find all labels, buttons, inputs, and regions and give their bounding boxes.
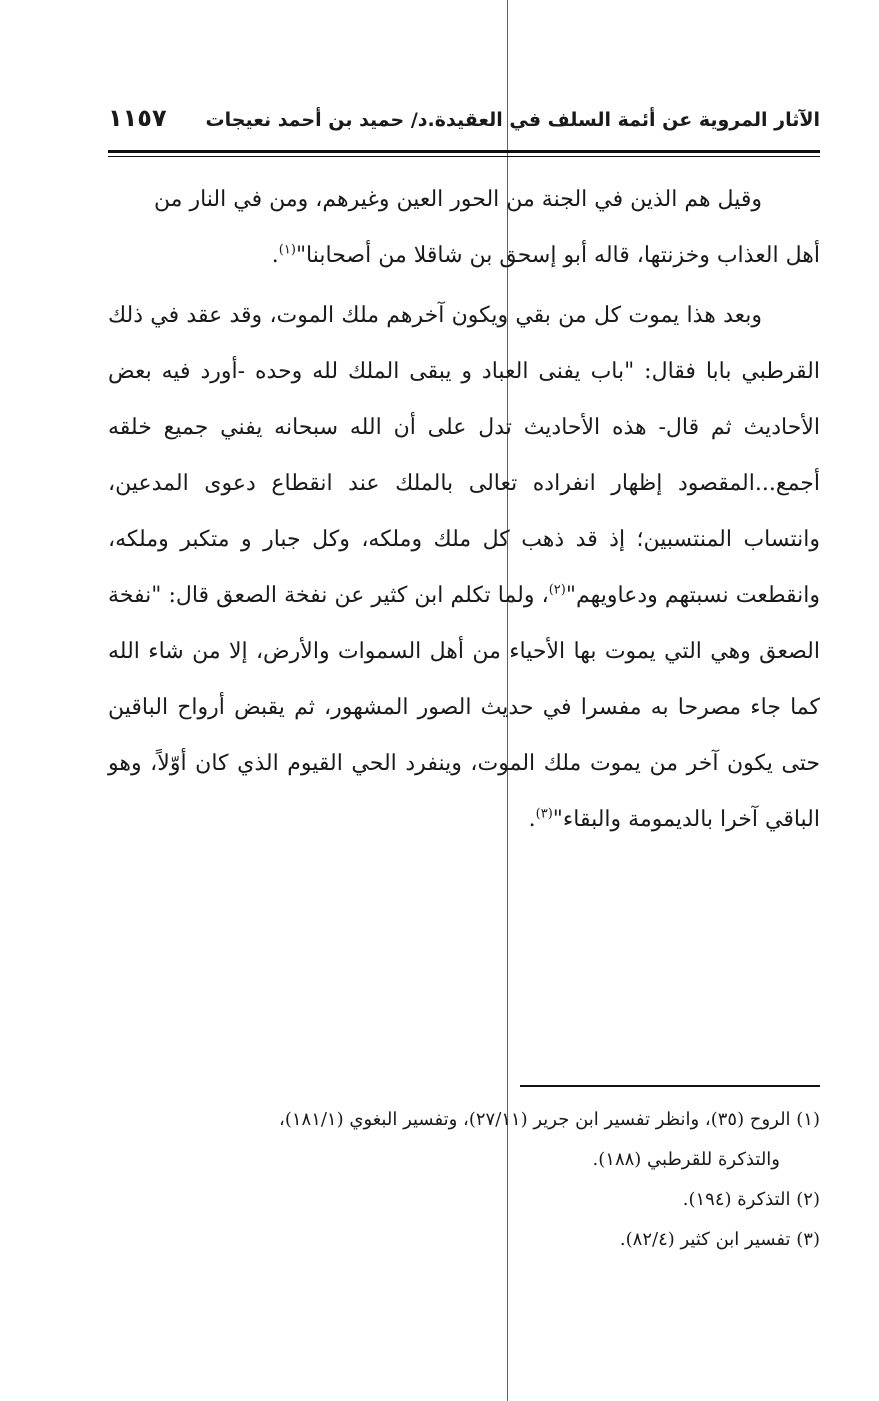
header-rule-thin	[108, 156, 820, 157]
paragraph-1	[108, 172, 820, 284]
footnote-1	[108, 1100, 820, 1180]
footnote-2: (٢) التذكرة (١٩٤).	[682, 1189, 820, 1210]
footnote-1-line-2: والتذكرة للقرطبي (١٨٨).	[592, 1149, 780, 1170]
footnote-1-line-1: (١) الروح (٣٥)، وانظر تفسير ابن جرير (٢٧/١١)، وتفسير البغوي (١٨١/١)،	[279, 1109, 820, 1130]
paragraph-2-text-1: وبعد هذا يموت كل من بقي ويكون آخرهم ملك الموت، وقد عقد في ذلك القرطبي بابا فقال: "باب يفنى العباد و يبقى الملك لله وحده -أورد فيه بعض الأحاديث ثم قال- هذه الأحاديث تدل على أن الله سبحانه يفني جميع خلقه أجمع...المقصود إظهار انفراده تعالى بالملك عند انقطاع دعوى المدعين، وانتساب المنتسبين؛ إذ قد ذهب كل ملك وملكه، وكل جبار و متكبر وملكه، وانقطعت نسبتهم ودعاويهم"	[108, 303, 820, 608]
paragraph-1-line-1: وقيل هم الذين في الجنة من الحور العين وغيرهم، ومن في النار من	[153, 187, 762, 212]
running-header	[108, 104, 820, 132]
paragraph-1-line-2: أهل العذاب وخزنتها، قاله أبو إسحق بن شاقلا من أصحابنا"	[295, 243, 820, 268]
paragraph-1-end: .	[271, 243, 279, 268]
footnotes	[108, 1100, 820, 1260]
footnote-separator	[520, 1085, 820, 1087]
footnote-3: (٣) تفسير ابن كثير (٨٢/٤).	[619, 1229, 820, 1250]
main-text	[108, 172, 820, 848]
footnote-ref-1: (١)	[278, 242, 296, 258]
header-title: الآثار المروية عن أئمة السلف في العقيدة.د/ حميد بن أحمد نعيجات	[205, 109, 820, 131]
paragraph-2-text-2: ، ولما تكلم ابن كثير عن نفخة الصعق قال: "نفخة الصعق وهي التي يموت بها الأحياء من أهل السموات والأرض، إلا من شاء الله كما جاء مصرحا به مفسرا في حديث الصور المشهور، ثم يقبض أرواح الباقين حتى يكون آخر من يموت ملك الموت، وينفرد الحي القيوم الذي كان أوّلاً، وهو الباقي آخرا بالديمومة والبقاء"	[108, 583, 821, 832]
footnote-ref-3: (٣)	[535, 806, 553, 822]
page-number: ١١٥٧	[108, 104, 167, 132]
footnote-ref-2: (٢)	[548, 582, 566, 598]
header-rule-thick	[108, 150, 820, 153]
paragraph-2	[108, 288, 820, 848]
paragraph-2-end: .	[528, 807, 536, 832]
